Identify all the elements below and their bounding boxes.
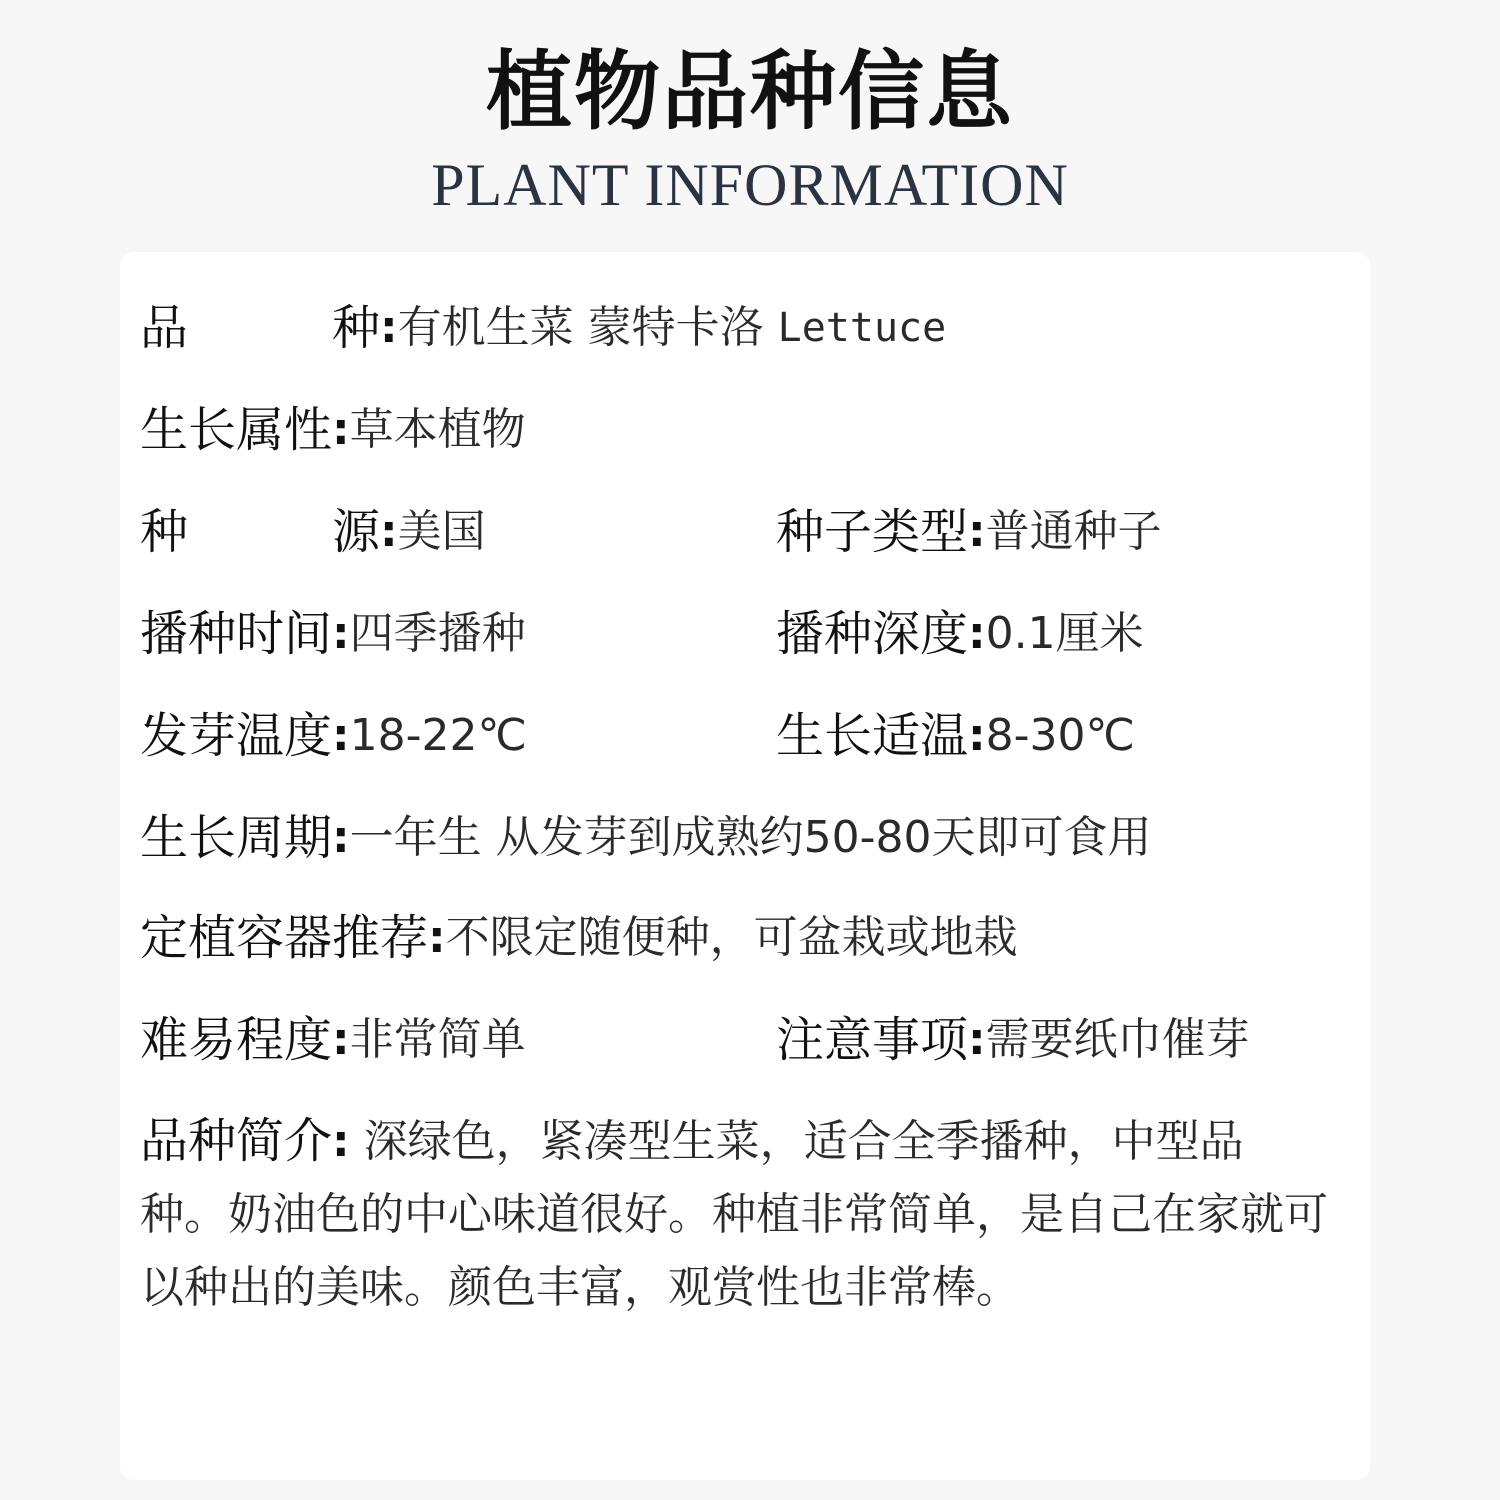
field-value: 有机生菜 蒙特卡洛 bbox=[397, 302, 764, 353]
field-growth-attr bbox=[140, 395, 526, 465]
field-colon: : bbox=[332, 404, 350, 455]
field-label: 难易程度 bbox=[140, 1012, 333, 1068]
field-seed-type bbox=[776, 497, 1162, 567]
label-char: 源 bbox=[331, 504, 380, 560]
field-colon: : bbox=[968, 1014, 986, 1065]
field-difficulty bbox=[140, 1005, 526, 1075]
field-sowing-depth bbox=[776, 599, 1144, 669]
field-value: 美国 bbox=[397, 506, 486, 557]
field-colon: : bbox=[968, 710, 986, 761]
field-container bbox=[140, 903, 1018, 973]
label-char: 种 bbox=[331, 300, 380, 356]
field-growth-temp bbox=[776, 701, 1135, 771]
field-value: 一年生 从发芽到成熟约50-80天即可食用 bbox=[349, 812, 1152, 863]
field-origin bbox=[140, 497, 486, 567]
field-colon: : bbox=[380, 302, 398, 353]
field-value: 18-22℃ bbox=[349, 710, 527, 761]
field-value: 非常简单 bbox=[349, 1014, 526, 1065]
field-label: 生长属性 bbox=[140, 402, 333, 458]
field-colon: : bbox=[332, 1014, 350, 1065]
field-label: 播种深度 bbox=[776, 606, 969, 662]
field-colon: : bbox=[332, 812, 350, 863]
field-value: 8-30℃ bbox=[985, 710, 1135, 761]
field-colon: : bbox=[332, 1116, 350, 1167]
label-char: 种 bbox=[140, 504, 189, 560]
field-colon: : bbox=[332, 608, 350, 659]
field-label: 发芽温度 bbox=[140, 708, 333, 764]
intro-text: 深绿色，紧凑型生菜，适合全季播种，中型品种。奶油色的中心味道很好。种植非常简单，是自己在家就可以种出的美味。颜色丰富，观赏性也非常棒。 bbox=[140, 1116, 1328, 1313]
field-variety bbox=[140, 293, 946, 363]
field-label: 定植容器推荐 bbox=[140, 910, 429, 966]
page-subtitle: PLANT INFORMATION bbox=[431, 152, 1069, 218]
field-label: 种子类型 bbox=[776, 504, 969, 560]
field-value: 需要纸巾催芽 bbox=[985, 1014, 1250, 1065]
field-colon: : bbox=[968, 608, 986, 659]
field-germination-temp bbox=[140, 701, 527, 771]
label-char: 品 bbox=[140, 300, 189, 356]
field-colon: : bbox=[428, 912, 446, 963]
field-value: 普通种子 bbox=[985, 506, 1162, 557]
field-notes bbox=[776, 1005, 1250, 1075]
field-value: 四季播种 bbox=[349, 608, 526, 659]
field-label: 注意事项 bbox=[776, 1012, 969, 1068]
field-label: 生长周期 bbox=[140, 810, 333, 866]
field-label: 品种简介 bbox=[140, 1113, 333, 1169]
field-value: 0.1厘米 bbox=[985, 608, 1144, 659]
field-value: 草本植物 bbox=[349, 404, 526, 455]
page-title: 植物品种信息 bbox=[486, 42, 1014, 142]
field-colon: : bbox=[332, 710, 350, 761]
field-value: 不限定随便种，可盆栽或地栽 bbox=[445, 912, 1018, 963]
field-label bbox=[140, 293, 380, 363]
field-label bbox=[140, 497, 380, 567]
field-value-en: Lettuce bbox=[777, 305, 947, 351]
field-intro bbox=[140, 1105, 1330, 1324]
field-label: 生长适温 bbox=[776, 708, 969, 764]
field-colon: : bbox=[968, 506, 986, 557]
field-colon: : bbox=[380, 506, 398, 557]
field-sowing-time bbox=[140, 599, 526, 669]
field-label: 播种时间 bbox=[140, 606, 333, 662]
field-growth-cycle bbox=[140, 803, 1151, 873]
